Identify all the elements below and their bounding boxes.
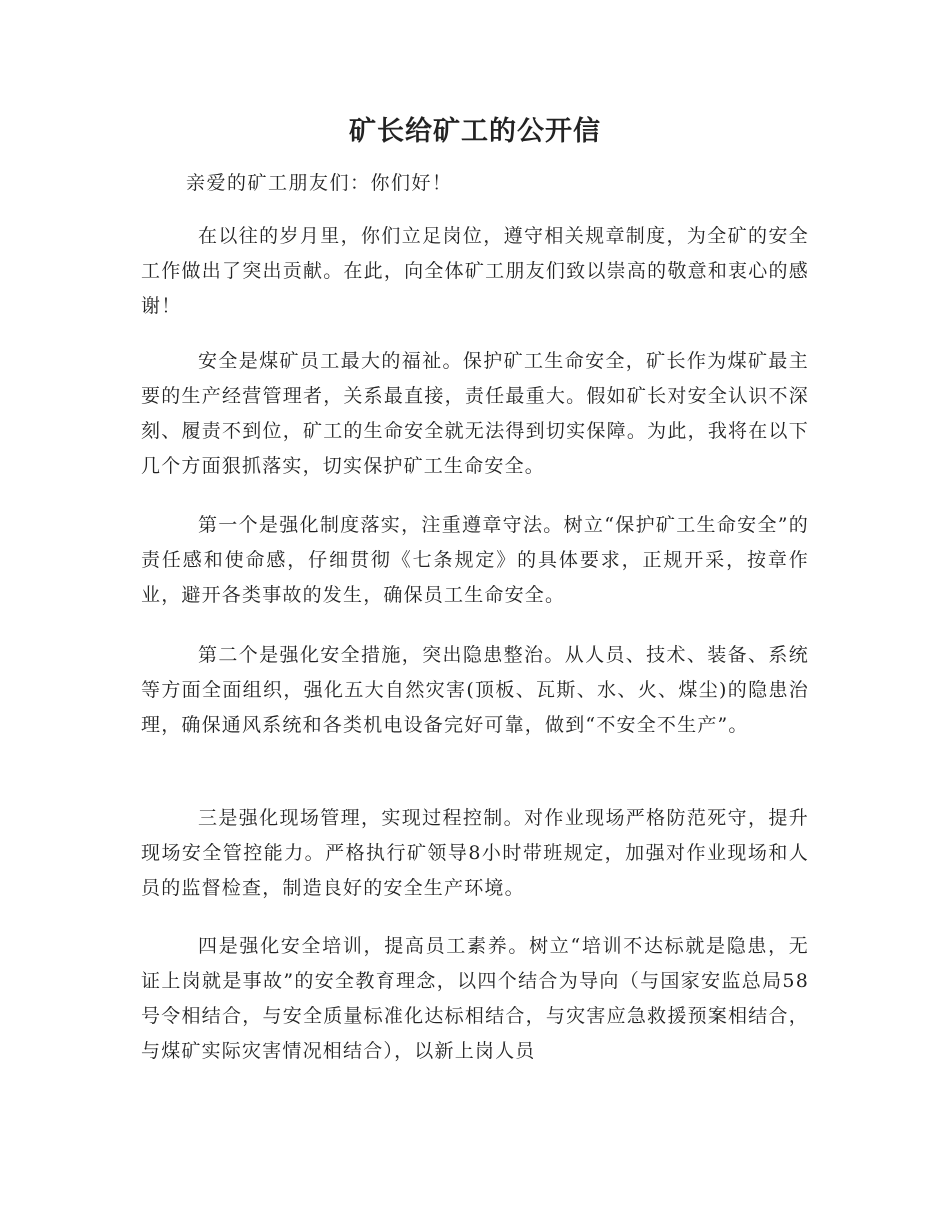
document-title: 矿长给矿工的公开信: [349, 116, 601, 147]
paragraph-3: 第一个是强化制度落实，注重遵章守法。树立“保护矿工生命安全”的责任感和使命感，仔细贯彻《七条规定》的具体要求，正规开采，按章作业，避开各类事故的发生，确保员工生命安全。: [141, 514, 809, 606]
paragraph-6: 四是强化安全培训，提高员工素养。树立“培训不达标就是隐患，无证上岗就是事故”的安全教育理念，以四个结合为导向（与国家安监总局58号令相结合，与安全质量标准化达标相结合，与灾害应急救援预案相结合，与煤矿实际灾害情况相结合），以新上岗人员: [141, 935, 809, 1062]
greeting: 亲爱的矿工朋友们：你们好！: [186, 172, 453, 194]
paragraph-4: 第二个是强化安全措施，突出隐患整治。从人员、技术、装备、系统等方面全面组织，强化五大自然灾害(顶板、瓦斯、水、火、煤尘)的隐患治理，确保通风系统和各类机电设备完好可靠，做到“不安全不生产”。: [141, 644, 809, 736]
paragraph-5: 三是强化现场管理，实现过程控制。对作业现场严格防范死守，提升现场安全管控能力。严格执行矿领导8小时带班规定，加强对作业现场和人员的监督检查，制造良好的安全生产环境。: [141, 807, 809, 899]
paragraph-1: 在以往的岁月里，你们立足岗位，遵守相关规章制度，为全矿的安全工作做出了突出贡献。在此，向全体矿工朋友们致以崇高的敬意和衷心的感谢！: [141, 225, 809, 317]
paragraph-2: 安全是煤矿员工最大的福祉。保护矿工生命安全，矿长作为煤矿最主要的生产经营管理者，关系最直接，责任最重大。假如矿长对安全认识不深刻、履责不到位，矿工的生命安全就无法得到切实保障。为此，我将在以下几个方面狠抓落实，切实保护矿工生命安全。: [141, 350, 809, 477]
